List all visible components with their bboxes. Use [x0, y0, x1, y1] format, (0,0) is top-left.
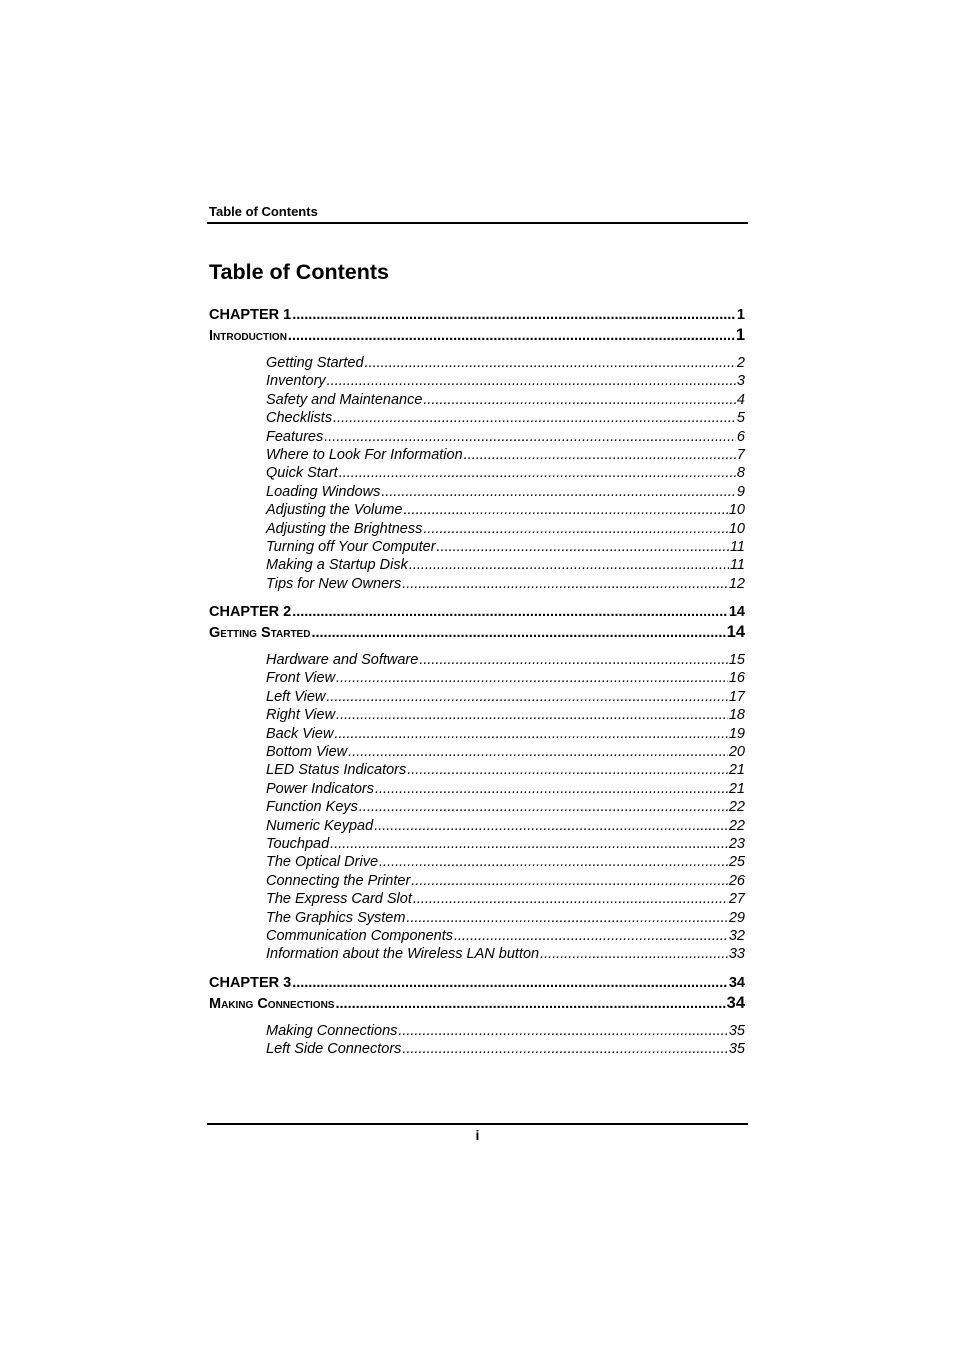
toc-entry[interactable]	[266, 520, 745, 538]
toc-entry-page: 21	[728, 762, 745, 779]
toc-entry[interactable]	[266, 446, 745, 464]
toc-entry-title: Left View	[266, 688, 326, 705]
toc-entry-title: Adjusting the Brightness	[266, 520, 423, 537]
toc-entry-title: Turning off Your Computer	[266, 538, 436, 555]
toc-entry-title: Checklists	[266, 410, 333, 427]
toc-entry[interactable]	[266, 835, 745, 853]
toc-entry-page: 10	[728, 502, 745, 519]
toc-entry[interactable]	[266, 725, 745, 743]
chapter-section	[209, 602, 745, 964]
toc-entry[interactable]	[266, 651, 745, 669]
toc-entry-page: 17	[728, 688, 745, 705]
toc-entry-title: The Graphics System	[266, 909, 406, 926]
toc-entry[interactable]	[266, 538, 745, 556]
toc-entry[interactable]	[266, 853, 745, 871]
dot-leader	[324, 428, 736, 446]
chapter-link[interactable]	[209, 602, 745, 622]
dot-leader	[327, 372, 736, 390]
chapter-heading-page: 14	[726, 623, 745, 642]
toc-entry-page: 35	[728, 1041, 745, 1058]
toc-entry-page: 3	[736, 373, 745, 390]
chapter-label: CHAPTER 2	[209, 604, 292, 621]
toc-entry-page: 11	[729, 538, 745, 555]
toc-entry[interactable]	[266, 945, 745, 963]
dot-leader	[379, 853, 728, 871]
dot-leader	[409, 556, 729, 574]
dot-leader	[398, 1022, 727, 1040]
toc-entry-title: Making Connections	[266, 1022, 398, 1039]
toc-entry[interactable]	[266, 354, 745, 372]
toc-entry[interactable]	[266, 927, 745, 945]
chapter-label: CHAPTER 1	[209, 307, 292, 323]
toc-entry-title: Bottom View	[266, 744, 348, 761]
toc-entry[interactable]	[266, 817, 745, 835]
dot-leader	[365, 354, 736, 372]
toc-entry-title: Function Keys	[266, 799, 358, 816]
dot-leader	[423, 391, 736, 409]
toc-entry[interactable]	[266, 391, 745, 409]
toc-entry-title: Hardware and Software	[266, 652, 419, 669]
dot-leader	[375, 780, 728, 798]
dot-leader	[407, 761, 728, 779]
dot-leader	[359, 798, 728, 816]
dot-leader	[404, 501, 728, 519]
chapter-page: 1	[736, 307, 745, 323]
toc-entry-title: Where to Look For Information	[266, 446, 463, 463]
toc-entry[interactable]	[266, 909, 745, 927]
toc-entry-title: Numeric Keypad	[266, 817, 374, 834]
dot-leader	[326, 688, 727, 706]
dot-leader	[335, 994, 725, 1014]
toc-entry-page: 25	[728, 854, 745, 871]
dot-leader	[330, 835, 728, 853]
toc-entry-page: 16	[728, 670, 745, 687]
dot-leader	[292, 973, 728, 993]
toc-entry-title: Information about the Wireless LAN button	[266, 946, 540, 963]
toc-entry-title: Connecting the Printer	[266, 872, 411, 889]
toc-entry-page: 4	[736, 391, 745, 408]
chapter-link[interactable]	[209, 305, 745, 325]
toc-entry-title: Tips for New Owners	[266, 575, 402, 592]
section-list	[209, 1022, 745, 1059]
header-rule	[207, 222, 748, 224]
dot-leader	[413, 890, 728, 908]
toc-entry-page: 6	[736, 428, 745, 445]
chapter-heading-page: 1	[735, 326, 745, 344]
page-number: i	[475, 1127, 480, 1143]
dot-leader	[348, 743, 728, 761]
page-title: Table of Contents	[209, 260, 389, 284]
dot-leader	[339, 464, 736, 482]
toc-entry-page: 10	[728, 520, 745, 537]
toc-entry[interactable]	[266, 556, 745, 574]
toc-entry-page: 23	[728, 835, 745, 852]
toc-entry[interactable]	[266, 780, 745, 798]
toc-entry-title: Back View	[266, 725, 334, 742]
toc-entry-title: The Express Card Slot	[266, 891, 412, 908]
document-page	[207, 0, 748, 1351]
toc-entry-page: 8	[736, 465, 745, 482]
dot-leader	[402, 1040, 727, 1058]
chapter-heading-page: 34	[726, 993, 745, 1012]
dot-leader	[419, 651, 728, 669]
toc-entry-page: 12	[728, 575, 745, 592]
dot-leader	[437, 538, 729, 556]
toc-entry-page: 26	[728, 872, 745, 889]
toc-entry-page: 33	[728, 946, 745, 963]
toc-entry-page: 2	[736, 355, 745, 371]
toc-entry[interactable]	[266, 1040, 745, 1058]
toc-entry-title: Inventory	[266, 373, 326, 390]
toc-entry-page: 22	[728, 817, 745, 834]
toc-entry[interactable]	[266, 1022, 745, 1040]
dot-leader	[406, 909, 727, 927]
toc-entry-title: Loading Windows	[266, 483, 381, 500]
section-list	[209, 354, 745, 593]
dot-leader	[288, 326, 735, 346]
toc-entry-page: 32	[728, 927, 745, 944]
toc-entry[interactable]	[266, 372, 745, 390]
toc-entry-title: Features	[266, 428, 324, 445]
toc-entry[interactable]	[266, 483, 745, 501]
toc-entry-page: 19	[728, 725, 745, 742]
toc-entry[interactable]	[266, 688, 745, 706]
dot-leader	[292, 305, 736, 325]
dot-leader	[374, 817, 728, 835]
toc-entry-page: 5	[736, 410, 745, 427]
toc-entry-page: 21	[728, 780, 745, 797]
chapter-page: 34	[728, 974, 745, 991]
toc-entry-title: The Optical Drive	[266, 854, 379, 871]
toc-entry-title: Quick Start	[266, 465, 338, 482]
running-header: Table of Contents	[209, 204, 318, 219]
dot-leader	[402, 575, 728, 593]
chapter-label: CHAPTER 3	[209, 974, 292, 991]
toc-entry-page: 35	[728, 1022, 745, 1039]
toc-entry-title: LED Status Indicators	[266, 762, 407, 779]
toc-entry[interactable]	[266, 743, 745, 761]
toc-entry-title: Front View	[266, 670, 336, 687]
section-list	[209, 651, 745, 964]
dot-leader	[336, 706, 728, 724]
chapter-heading-link[interactable]	[209, 622, 745, 642]
toc-entry[interactable]	[266, 761, 745, 779]
dot-leader	[336, 669, 728, 687]
toc-entry-title: Right View	[266, 707, 336, 724]
dot-leader	[540, 945, 728, 963]
dot-leader	[381, 483, 736, 501]
footer-rule	[207, 1123, 748, 1125]
table-of-contents	[209, 305, 745, 1068]
chapter-heading: Making Connections	[209, 995, 335, 1012]
chapter-section	[209, 973, 745, 1059]
chapter-link[interactable]	[209, 973, 745, 993]
chapter-heading: Introduction	[209, 328, 287, 344]
dot-leader	[333, 409, 736, 427]
dot-leader	[311, 623, 725, 643]
toc-entry-page: 7	[736, 446, 745, 463]
toc-entry[interactable]	[266, 872, 745, 890]
dot-leader	[454, 927, 728, 945]
toc-entry[interactable]	[266, 669, 745, 687]
toc-entry[interactable]	[266, 890, 745, 908]
toc-entry[interactable]	[266, 706, 745, 724]
chapter-heading-link[interactable]	[209, 325, 745, 345]
toc-entry-title: Getting Started	[266, 355, 364, 371]
toc-entry-title: Communication Components	[266, 927, 453, 944]
toc-entry-title: Making a Startup Disk	[266, 557, 408, 574]
toc-entry[interactable]	[266, 409, 745, 427]
chapter-page: 14	[728, 604, 745, 621]
dot-leader	[292, 602, 728, 622]
toc-entry-title: Left Side Connectors	[266, 1041, 402, 1058]
toc-entry[interactable]	[266, 501, 745, 519]
toc-entry[interactable]	[266, 575, 745, 593]
toc-entry-page: 18	[728, 707, 745, 724]
toc-entry-page: 22	[728, 799, 745, 816]
toc-entry-title: Safety and Maintenance	[266, 391, 423, 408]
chapter-heading-link[interactable]	[209, 993, 745, 1013]
toc-entry-page: 20	[728, 744, 745, 761]
dot-leader	[423, 520, 727, 538]
toc-entry[interactable]	[266, 464, 745, 482]
toc-entry-page: 9	[736, 483, 745, 500]
dot-leader	[464, 446, 736, 464]
dot-leader	[334, 725, 727, 743]
toc-entry-page: 11	[729, 557, 745, 574]
toc-entry[interactable]	[266, 428, 745, 446]
toc-entry-title: Touchpad	[266, 835, 330, 852]
toc-entry[interactable]	[266, 798, 745, 816]
toc-entry-page: 27	[728, 891, 745, 908]
toc-entry-page: 15	[728, 652, 745, 669]
toc-entry-page: 29	[728, 909, 745, 926]
toc-entry-title: Power Indicators	[266, 780, 374, 797]
chapter-heading: Getting Started	[209, 625, 311, 642]
dot-leader	[411, 872, 728, 890]
toc-entry-title: Adjusting the Volume	[266, 502, 403, 519]
chapter-section	[209, 305, 745, 593]
